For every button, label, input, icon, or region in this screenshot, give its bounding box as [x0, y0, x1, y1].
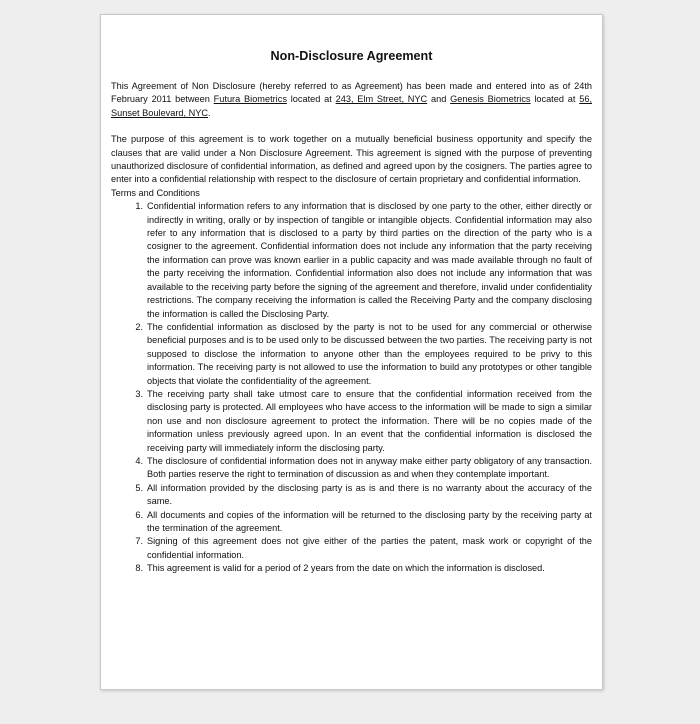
item-number: 2. — [135, 321, 143, 332]
paragraph-spacer — [111, 120, 592, 133]
intro-text-5: . — [208, 107, 211, 118]
list-item — [135, 562, 592, 575]
item-number: 7. — [135, 536, 143, 547]
item-number: 6. — [135, 509, 143, 520]
item-number: 4. — [135, 455, 143, 466]
item-text: All information provided by the disclosing party is as is and there is no warranty about the accuracy of the same. — [147, 482, 592, 507]
intro-text-4: located at — [530, 94, 580, 105]
document-title: Non-Disclosure Agreement — [270, 49, 433, 63]
list-item — [135, 388, 592, 455]
item-number: 1. — [135, 201, 143, 212]
item-text: This agreement is valid for a period of 2 years from the date on which the information is disclosed. — [147, 563, 545, 574]
party1-address: 243, Elm Street, NYC — [335, 94, 428, 105]
item-number: 5. — [135, 482, 143, 493]
intro-paragraph — [111, 80, 592, 120]
list-item — [135, 509, 592, 536]
list-item — [135, 482, 592, 509]
item-text: All documents and copies of the information will be returned to the disclosing party by the receiving party at the termination of the agreement. — [147, 509, 592, 533]
item-text: Confidential information refers to any information that is disclosed by one party to the other, either directly or indirectly in writing, orally or by inspection of tangible or intangible objects. Confidential information may also refer to any information that is disclosed to a party by third parties on the direction of the party who is a cosigner to the agreement. Confidential information does not include any information that the party receiving the information can prove was known earlier in a public capacity and was made available through no fault of the party receiving the information. Confidential information also does not include any information that was available to the receiving party before the signing of the agreement and therefore, invalid under confidentiality restrictions. The company receiving the information is called the Receiving Party and the company disclosing the information is called the Disclosing Party. — [147, 201, 592, 319]
intro-text-3: and — [427, 94, 451, 105]
party1-name: Futura Biometrics — [213, 94, 287, 105]
item-text: Signing of this agreement does not give either of the parties the patent, mask work or copyright of the confidential information. — [147, 536, 592, 560]
list-item — [135, 321, 592, 388]
intro-text-1: This Agreement of Non Disclosure (hereby referred to as Agreement) has been made and entered into as of 24th February 2011 between — [111, 81, 592, 105]
document-page — [100, 14, 603, 690]
list-item — [135, 535, 592, 562]
intro-text-2: located at — [286, 94, 336, 105]
list-item — [135, 200, 592, 321]
list-item — [135, 455, 592, 482]
purpose-paragraph: The purpose of this agreement is to work together on a mutually beneficial business opportunity and specify the clauses that are valid under a Non Disclosure Agreement. This agreement is signed with the purpose of preventing unauthorized disclosure of confidential information, as defined and agreed upon by the cosigners. The parties agree to enter into a confidential relationship with respect to the disclosure of certain proprietary and confidential information. — [111, 134, 592, 185]
item-text: The disclosure of confidential information does not in anyway make either party obligatory of any transaction. Both parties reserve the right to termination of discussion as and when they contemplate important. — [147, 455, 592, 480]
terms-list — [111, 200, 592, 575]
item-text: The confidential information as disclosed by the party is not to be used for any commercial or otherwise beneficial purposes and is to be used only to be discussed between the two parties. The receiving party is not supposed to disclose the information to anyone other than the employees required to be privy to this information. The receiving party is not allowed to use the information to build any prototypes or other tangible objects that violate the confidentiality of the agreement. — [147, 321, 592, 386]
party2-name: Genesis Biometrics — [450, 94, 531, 105]
party2-address: 56, Sunset Boulevard, NYC — [111, 94, 593, 118]
terms-heading: Terms and Conditions — [111, 187, 200, 198]
item-number: 8. — [135, 563, 143, 574]
item-number: 3. — [135, 388, 143, 399]
item-text: The receiving party shall take utmost care to ensure that the confidential information received from the disclosing party is protected. All employees who have access to the information will be made to sign a similar non use and non disclosure agreement to protect the information. There will be no copies made of the information unless previously agreed upon. In an event that the confidential information is disclosed the receiving party will immediately inform the disclosing party. — [147, 388, 592, 453]
